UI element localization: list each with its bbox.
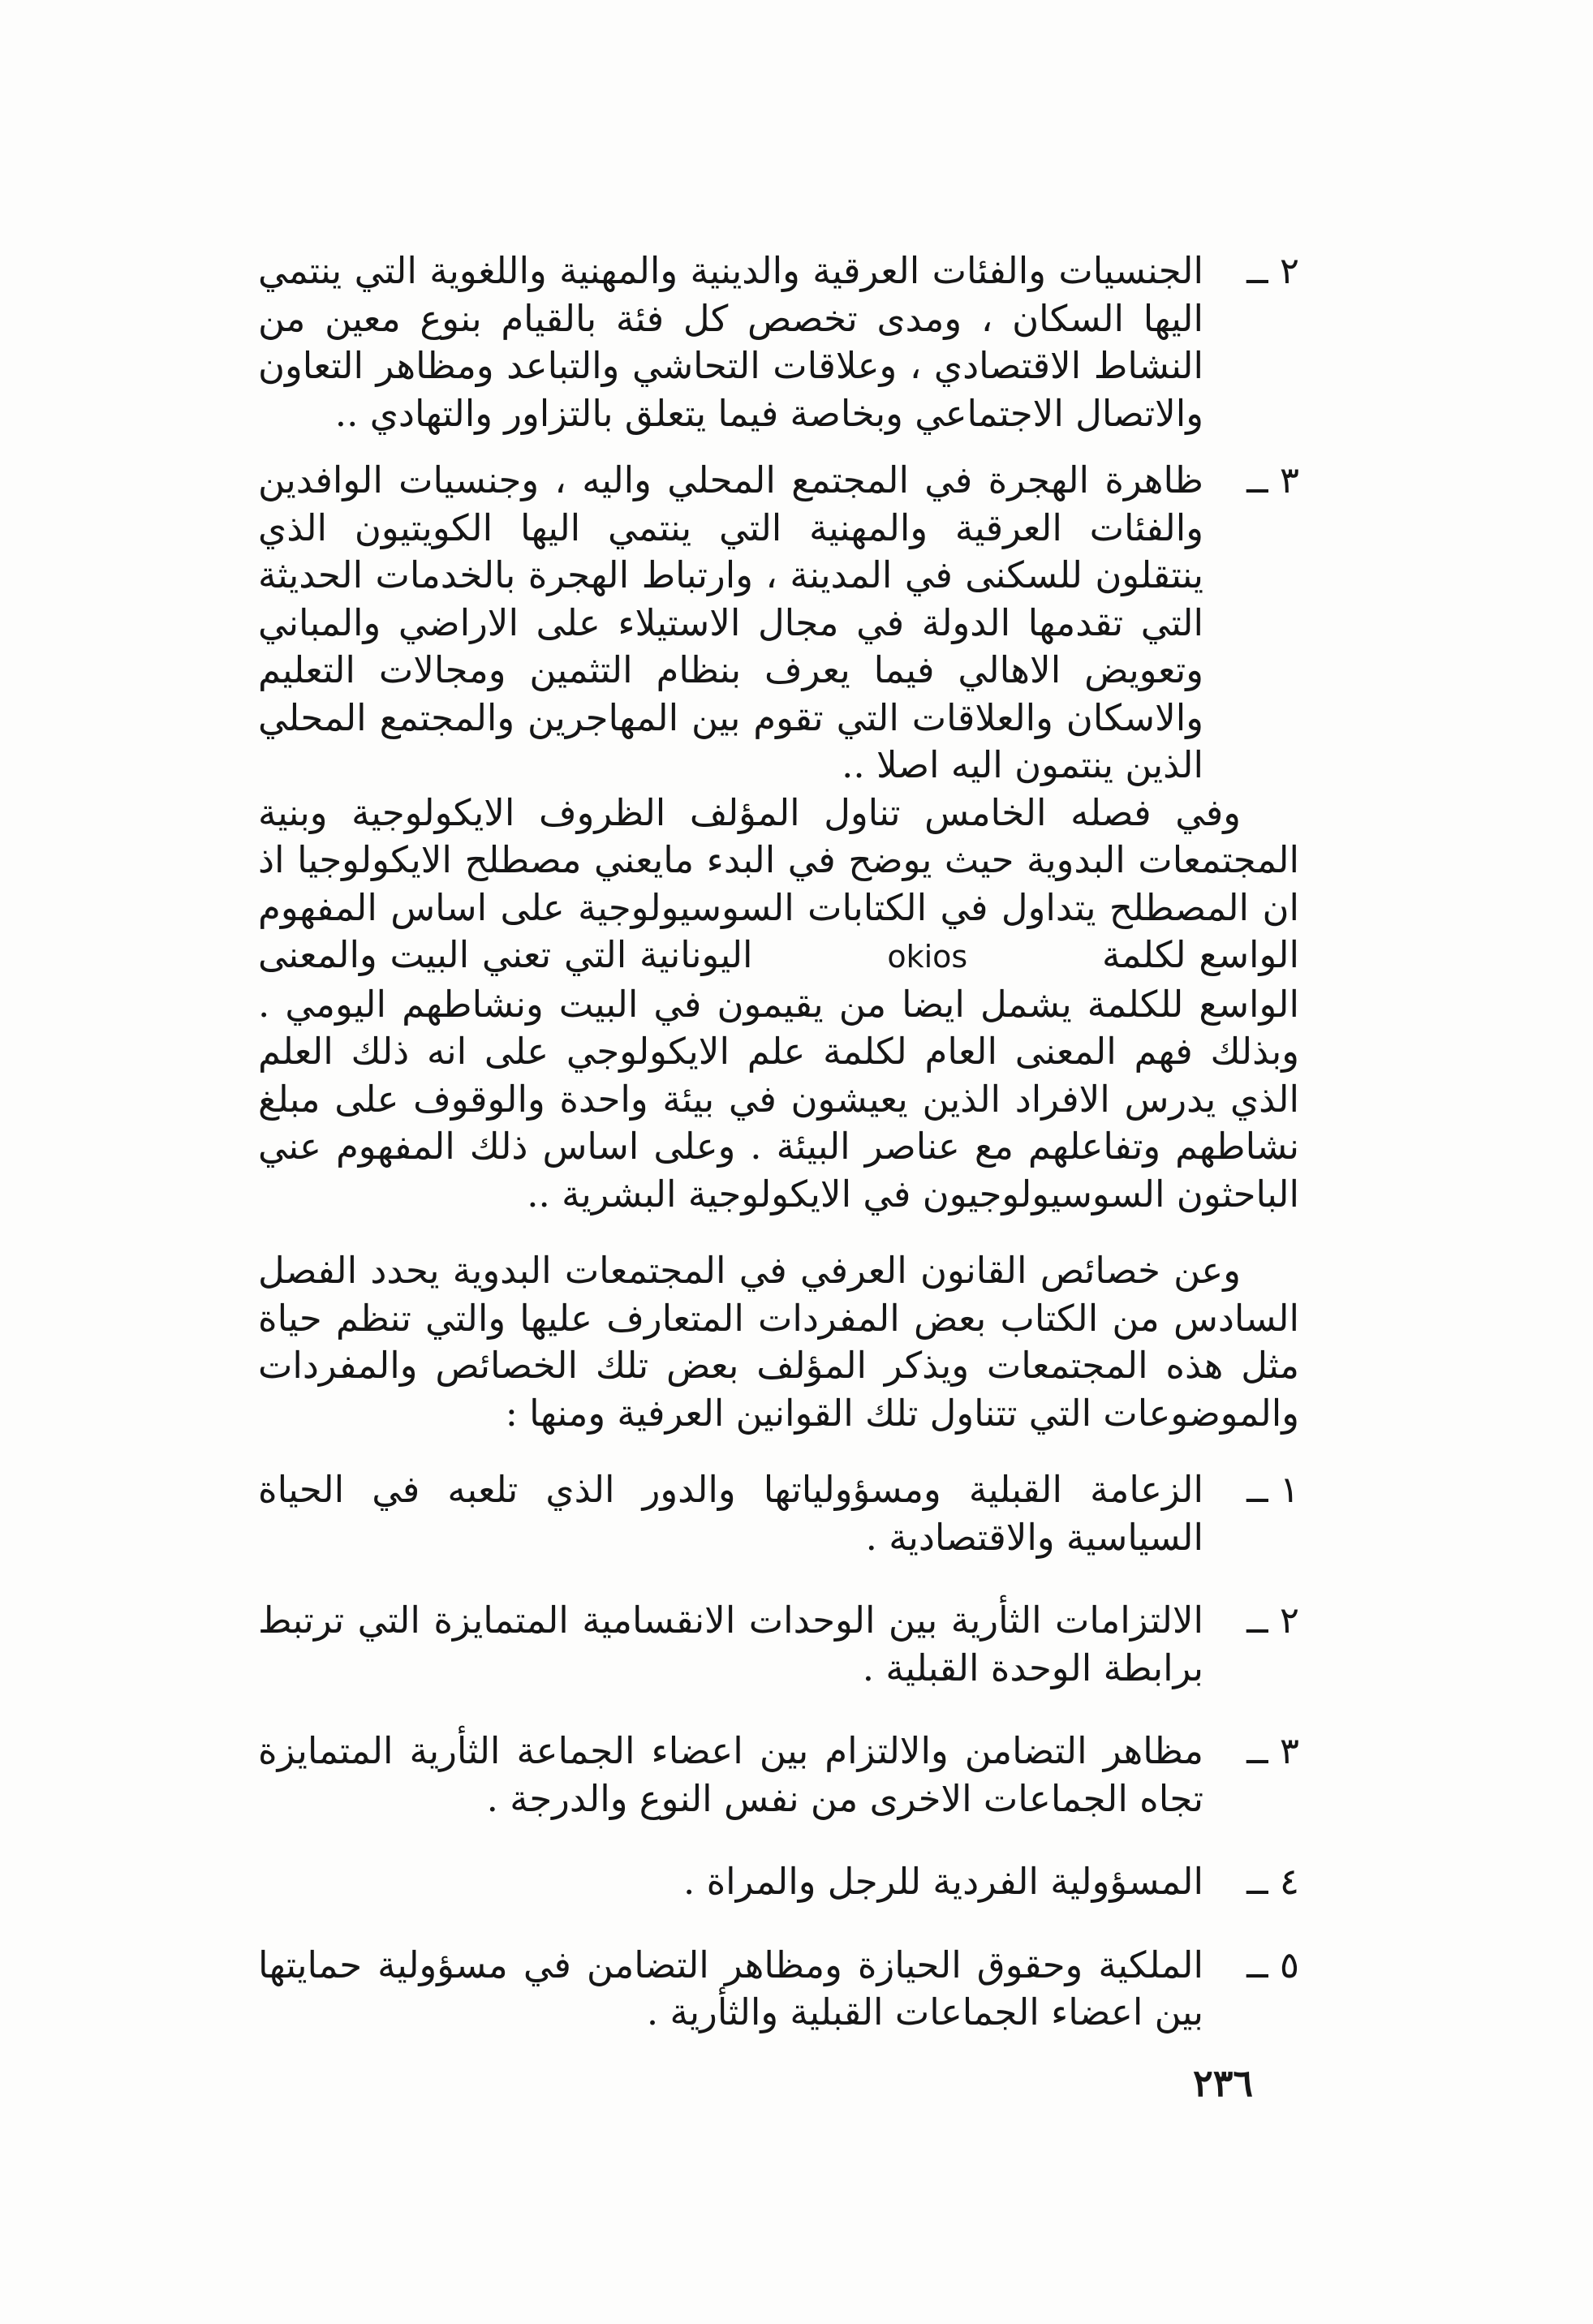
list-item-text: الزعامة القبلية ومسؤولياتها والدور الذي تلعبه في الحياة السياسية والاقتصادية .: [258, 1468, 1203, 1559]
list-item: [258, 1858, 1299, 1906]
list-item: [258, 247, 1299, 437]
page-number: ٢٣٦: [1193, 2061, 1254, 2105]
list-item: [258, 457, 1299, 790]
paragraph-ecology: [258, 790, 1299, 1219]
list-item-text: الملكية وحقوق الحيازة ومظاهر التضامن في مسؤولية حمايتها بين اعضاء الجماعات القبلية والثأرية .: [258, 1943, 1203, 2034]
list-marker: ٣ ــ: [1246, 458, 1299, 501]
paragraph-customary-law: وعن خصائص القانون العرفي في المجتمعات البدوية يحدد الفصل السادس من الكتاب بعض المفردات المتعارف عليها والتي تنظم حياة مثل هذه المجتمعات ويذكر المؤلف بعض تلك الخصائص والمفردات والموضوعات التي تتناول تلك القوانين العرفية ومنها :: [258, 1249, 1299, 1435]
paragraph-text: اليونانية التي تعني البيت والمعنى الواسع للكلمة يشمل ايضا من يقيمون في البيت ونشاطهم اليومي . وبذلك فهم المعنى العام لكلمة علم الايكولوجي على انه ذلك العلم الذي يدرس الافراد الذين يعيشون في بيئة واحدة والوقوف على مبلغ نشاطهم وتفاعلهم مع عناصر البيئة . وعلى اساس ذلك المفهوم عني الباحثون السوسيولوجيون في الايكولوجية البشرية ..: [258, 933, 1299, 1216]
list-item: [258, 1728, 1299, 1823]
list-item: [258, 1466, 1299, 1561]
list-item: [258, 1942, 1299, 2037]
latin-term: okios: [887, 939, 968, 975]
list-marker: ١ ــ: [1246, 1468, 1299, 1511]
list-marker: ٣ ــ: [1246, 1729, 1299, 1772]
list-item-text: ظاهرة الهجرة في المجتمع المحلي واليه ، وجنسيات الوافدين والفئات العرقية والمهنية التي ينتمي اليها الكويتيون الذي ينتقلون للسكنى في المدينة ، وارتباط الهجرة بالخدمات الحديثة التي تقدمها الدولة في مجال الاستيلاء على الاراضي والمباني وتعويض الاهالي فيما يعرف بنظام التثمين ومجالات التعليم والاسكان والعلاقات التي تقوم بين المهاجرين والمجتمع المحلي الذين ينتمون اليه اصلا ..: [258, 458, 1203, 786]
list-item-text: المسؤولية الفردية للرجل والمراة .: [683, 1860, 1203, 1903]
list-marker: ٢ ــ: [1246, 1599, 1299, 1642]
page-body: [258, 247, 1299, 2037]
paragraph-text: وفي فصله الخامس تناول المؤلف الظروف الايكولوجية وبنية المجتمعات البدوية حيث يوضح في البدء مايعني مصطلح الايكولوجيا اذ ان المصطلح يتداول في الكتابات السوسيولوجية على اساس المفهوم الواسع لكلمة: [258, 790, 1299, 976]
list-marker: ٤ ــ: [1246, 1860, 1299, 1903]
list-item-text: مظاهر التضامن والالتزام بين اعضاء الجماعة الثأرية المتمايزة تجاه الجماعات الاخرى من نفس النوع والدرجة .: [258, 1729, 1203, 1820]
list-item-text: الجنسيات والفئات العرقية والدينية والمهنية واللغوية التي ينتمي اليها السكان ، ومدى تخصص كل فئة بالقيام بنوع معين من النشاط الاقتصادي ، وعلاقات التحاشي والتباعد ومظاهر التعاون والاتصال الاجتماعي وبخاصة فيما يتعلق بالتزاور والتهادي ..: [258, 249, 1203, 435]
list-item-text: الالتزامات الثأرية بين الوحدات الانقسامية المتمايزة التي ترتبط برابطة الوحدة القبلية .: [258, 1599, 1203, 1689]
list-item: [258, 1597, 1299, 1692]
list-marker: ٢ ــ: [1246, 249, 1299, 292]
list-marker: ٥ ــ: [1246, 1943, 1299, 1986]
